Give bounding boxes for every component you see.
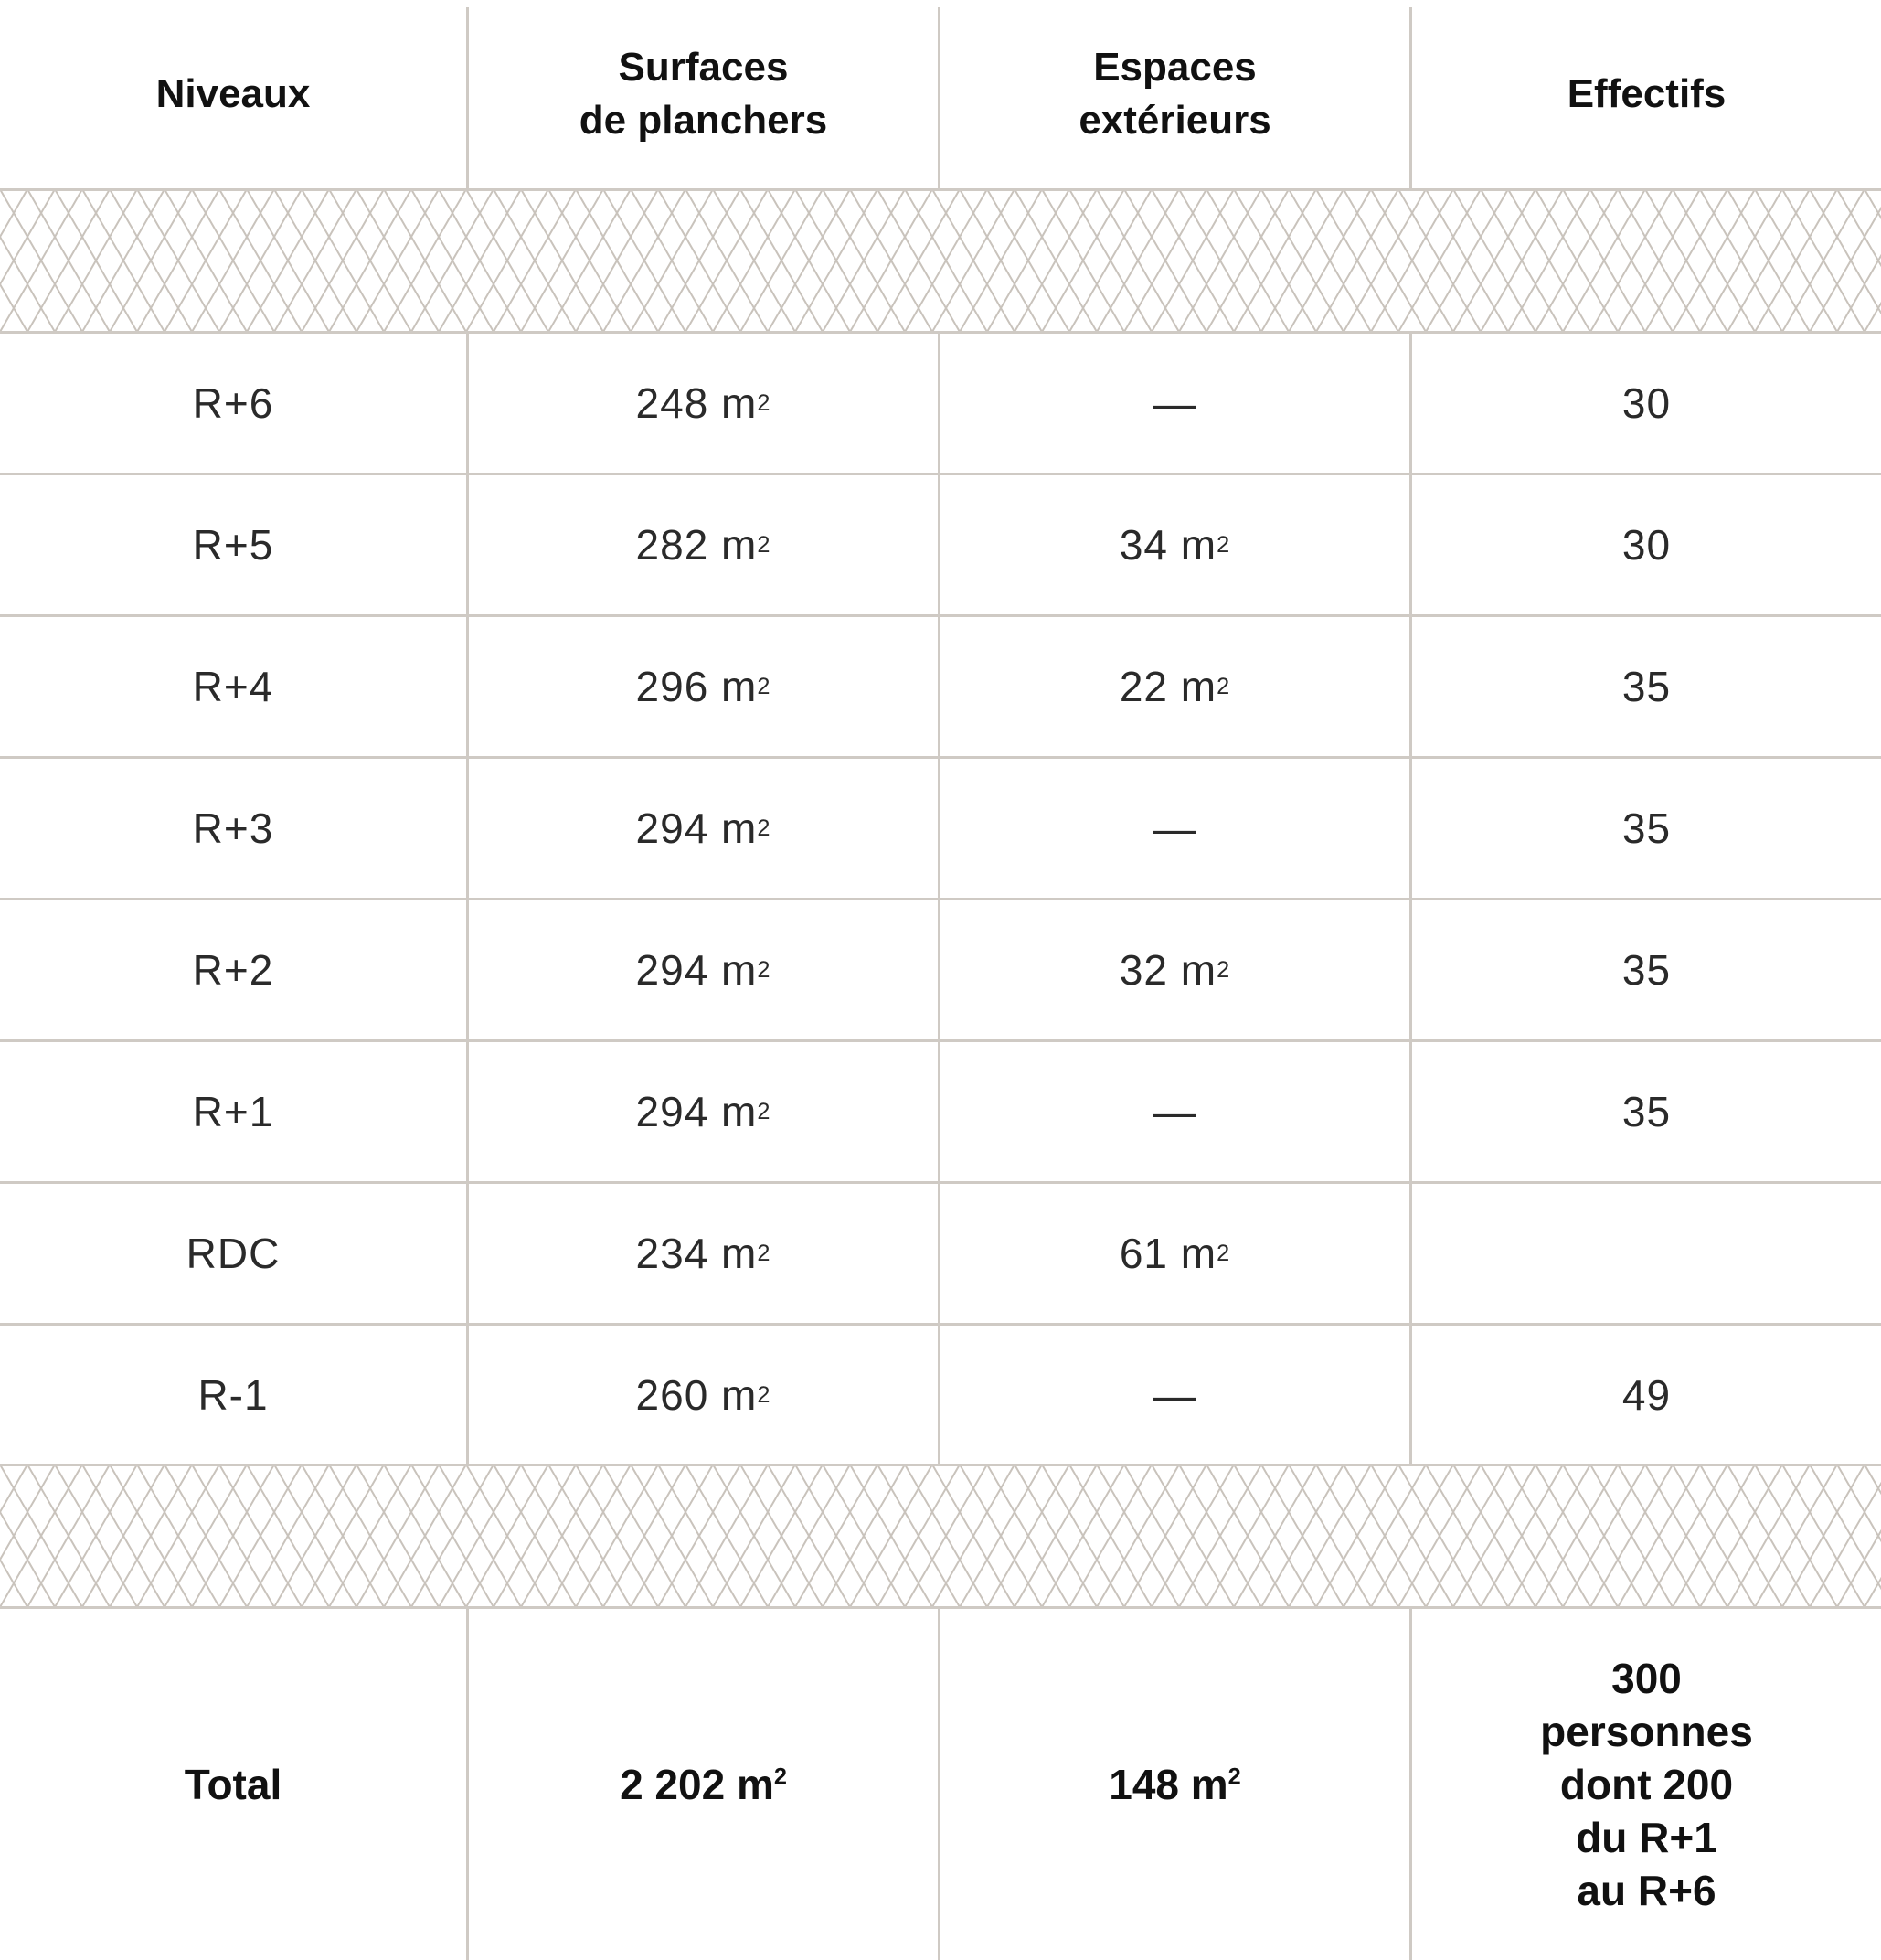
table-cell-exterior: [940, 759, 1409, 898]
table-cell-level: [0, 1184, 466, 1323]
cell-value-level: RDC: [186, 1230, 281, 1277]
cell-value-surface: 260 m: [635, 1371, 758, 1419]
cell-value-level: R+5: [192, 521, 274, 569]
header-staff: [1412, 0, 1881, 188]
table-cell-exterior: [940, 1042, 1409, 1181]
cell-value-staff: 49: [1621, 1371, 1672, 1419]
table-cell-exterior: 61 m 2: [1119, 1230, 1231, 1277]
table-cell-surface: 294 m 2: [635, 946, 771, 994]
header-exterior-line1: Espaces: [1093, 45, 1257, 90]
cell-value-surface: 296 m: [635, 663, 758, 710]
table-cell-staff: [1412, 334, 1881, 473]
table-cell-level: [0, 1326, 466, 1465]
table-cell-staff: [1412, 475, 1881, 614]
cell-value-staff: 35: [1621, 946, 1672, 994]
cell-value-exterior: —: [1153, 1371, 1196, 1419]
table-cell-level: [0, 900, 466, 1039]
cell-value-level: R+4: [192, 663, 274, 710]
cell-value-exterior: —: [1153, 379, 1196, 427]
cell-value-exterior: 61 m: [1119, 1230, 1217, 1277]
table-cell-exterior: 32 m 2: [1119, 946, 1231, 994]
header-exterior-line2: extérieurs: [1079, 98, 1271, 143]
cell-value-level: R+6: [192, 379, 274, 427]
cell-value-exterior: —: [1153, 1088, 1196, 1135]
cell-value-exterior: 34 m: [1119, 521, 1217, 569]
header-levels-label: Niveaux: [155, 71, 311, 116]
table-cell-staff: [1412, 617, 1881, 756]
table-cell-level: [0, 1042, 466, 1181]
hatch-band-bottom: [0, 1465, 1881, 1607]
table-cell-staff: [1412, 1326, 1881, 1465]
table-cell-level: [0, 759, 466, 898]
table-cell-exterior: 22 m 2: [1119, 663, 1231, 710]
table-cell-surface: 282 m 2: [635, 521, 771, 569]
cell-value-surface: 248 m: [635, 379, 758, 427]
cell-value-staff: 30: [1621, 379, 1672, 427]
table-cell-exterior: [940, 334, 1409, 473]
header-surfaces-line2: de planchers: [579, 98, 828, 143]
header-exterior: [940, 0, 1409, 188]
table-cell-exterior: 34 m 2: [1119, 521, 1231, 569]
unit-exponent: 2: [1227, 1763, 1241, 1790]
header-surfaces: [469, 0, 938, 188]
cell-value-level: R+3: [192, 804, 274, 852]
cell-value-staff: 35: [1621, 1088, 1672, 1135]
hatch-band-top: [0, 189, 1881, 332]
cell-value-surface: 294 m: [635, 946, 758, 994]
cell-value-surface: 294 m: [635, 804, 758, 852]
table-cell-surface: 294 m 2: [635, 804, 771, 852]
total-staff-line: personnes: [1540, 1708, 1753, 1755]
table-cell-staff: [1412, 1184, 1881, 1323]
cell-value-staff: 30: [1621, 521, 1672, 569]
table-cell-surface: 294 m 2: [635, 1088, 771, 1135]
cell-value-surface: 282 m: [635, 521, 758, 569]
cell-value-surface: 234 m: [635, 1230, 758, 1277]
cell-value-exterior: —: [1153, 804, 1196, 852]
cell-value-exterior: 22 m: [1119, 663, 1217, 710]
total-exterior-value: 148 m: [1109, 1761, 1228, 1808]
total-staff-line: au R+6: [1577, 1867, 1716, 1914]
header-levels: [0, 0, 466, 188]
cell-value-level: R-1: [197, 1371, 269, 1419]
total-surface-value: 2 202 m: [620, 1761, 774, 1808]
table-cell-exterior: [940, 1326, 1409, 1465]
total-label: [0, 1609, 466, 1960]
table-cell-level: [0, 475, 466, 614]
unit-exponent: 2: [773, 1763, 787, 1790]
cell-value-exterior: 32 m: [1119, 946, 1217, 994]
table-cell-staff: [1412, 759, 1881, 898]
table-cell-level: [0, 334, 466, 473]
cell-value-staff: 35: [1621, 804, 1672, 852]
total-staff-line: 300: [1611, 1655, 1682, 1702]
table-cell-surface: 296 m 2: [635, 663, 771, 710]
total-staff-line: dont 200: [1559, 1761, 1734, 1808]
total-staff-line: du R+1: [1576, 1814, 1717, 1861]
table-cell-surface: 260 m 2: [635, 1371, 771, 1419]
header-surfaces-line1: Surfaces: [618, 45, 789, 90]
cell-value-level: R+2: [192, 946, 274, 994]
total-label-text: Total: [184, 1761, 282, 1808]
total-surface: [469, 1609, 938, 1960]
table-cell-staff: [1412, 900, 1881, 1039]
cell-value-surface: 294 m: [635, 1088, 758, 1135]
total-staff: [1412, 1609, 1881, 1960]
table-cell-staff: [1412, 1042, 1881, 1181]
total-exterior: [940, 1609, 1409, 1960]
cell-value-staff: 35: [1621, 663, 1672, 710]
header-staff-label: Effectifs: [1567, 71, 1727, 116]
table-cell-level: [0, 617, 466, 756]
table-cell-surface: 248 m 2: [635, 379, 771, 427]
table-cell-surface: 234 m 2: [635, 1230, 771, 1277]
cell-value-level: R+1: [192, 1088, 274, 1135]
row-divider: [0, 188, 1881, 191]
